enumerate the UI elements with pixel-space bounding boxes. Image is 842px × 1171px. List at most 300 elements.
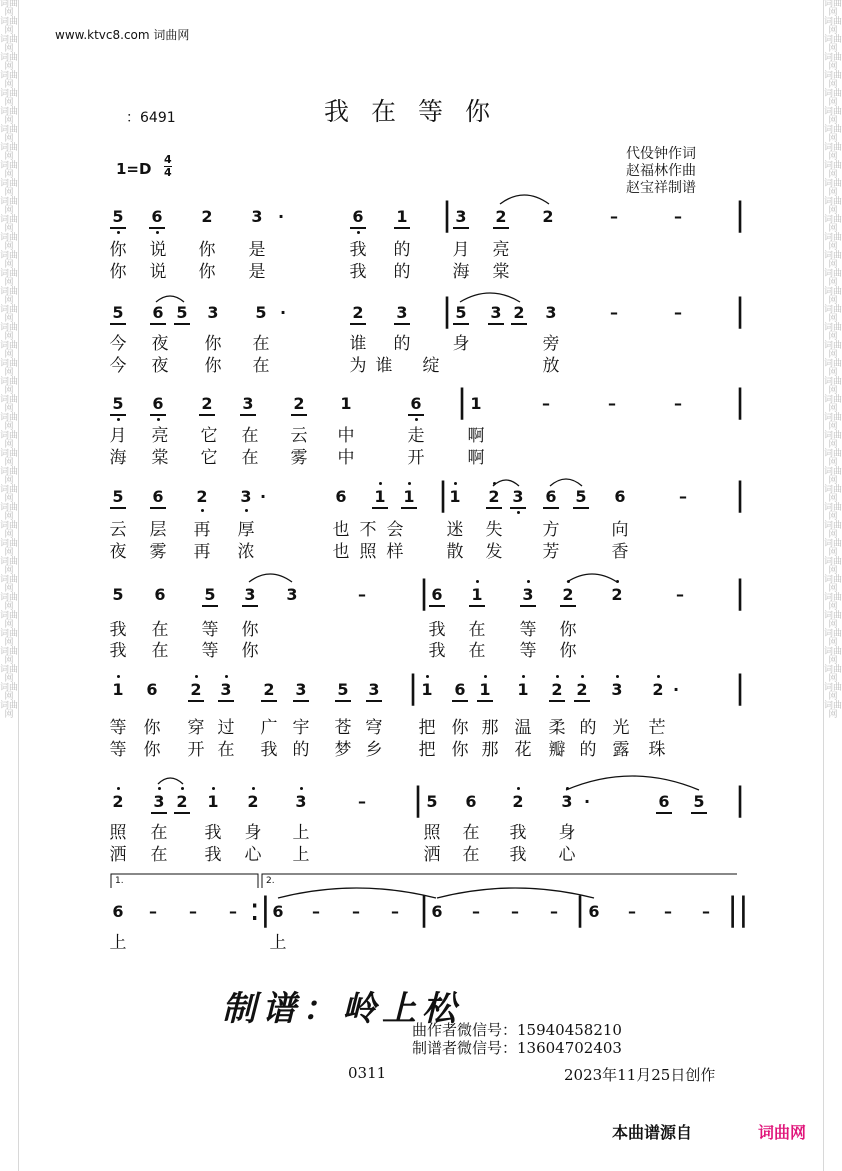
score-serial: ：6491 [126, 110, 176, 126]
tie [158, 778, 183, 784]
note: 5 [112, 303, 124, 322]
lyric-char: 谁 [375, 356, 393, 376]
lyric-char: 广 [260, 718, 278, 738]
dash: – [628, 902, 636, 921]
dash: – [674, 394, 682, 413]
note: 6 [112, 902, 124, 921]
lyric-char: 身 [558, 823, 576, 843]
lyric-char: 也 [332, 520, 350, 540]
lyric-char: 啊 [467, 448, 485, 468]
volta-2-label: 2. [266, 876, 275, 886]
note: 6 [431, 585, 443, 604]
barline: | [407, 668, 419, 706]
lyric-char: 光 [612, 718, 630, 738]
lyric-char: 过 [217, 718, 235, 738]
lyric-char: 开 [407, 448, 425, 468]
lyric-char: 棠 [151, 448, 169, 468]
barline: :| [249, 890, 271, 928]
lyric-char: 谁 [349, 334, 367, 354]
underline [151, 812, 167, 814]
octave-up-dot [252, 787, 255, 790]
underline [488, 323, 504, 325]
lyric-char: 在 [252, 334, 270, 354]
lyric-char: 等 [519, 641, 537, 661]
underline [202, 605, 218, 607]
note: 5 [176, 303, 188, 322]
lyric-char: 在 [217, 740, 235, 760]
lyric-char: 雾 [149, 542, 167, 562]
octave-up-dot [379, 482, 382, 485]
dash: – [610, 303, 618, 322]
note: 1 [374, 487, 386, 506]
lyric-char: 照 [423, 823, 441, 843]
lyric-char: 你 [143, 740, 161, 760]
barline: | [734, 382, 746, 420]
dash: – [511, 902, 519, 921]
note: 6 [146, 680, 158, 699]
octave-up-dot [476, 580, 479, 583]
volta-1-label: 1. [115, 876, 124, 886]
barline: | [456, 382, 468, 420]
lyric-char: 月 [452, 240, 470, 260]
note: 6 [614, 487, 626, 506]
tie [500, 195, 549, 204]
lyric-char: 再 [193, 520, 211, 540]
note: 6 [410, 394, 422, 413]
octave-down-dot [157, 418, 160, 421]
octave-down-dot [201, 509, 204, 512]
note: 3 [512, 487, 524, 506]
underline [291, 414, 307, 416]
octave-down-dot [357, 231, 360, 234]
lyric-char: 啊 [467, 426, 485, 446]
note: · [259, 487, 267, 506]
underline [174, 812, 190, 814]
underline [452, 700, 468, 702]
lyric-char: 我 [509, 845, 527, 865]
dash: – [352, 902, 360, 921]
note: 1 [449, 487, 461, 506]
underline [394, 227, 410, 229]
volta-bracket-2 [262, 874, 737, 888]
note: 3 [242, 394, 254, 413]
note: 3 [295, 680, 307, 699]
lyric-char: 说 [149, 240, 167, 260]
lyric-char: 今 [109, 356, 127, 376]
underline [188, 700, 204, 702]
octave-up-dot [181, 787, 184, 790]
lyric-char: 把 [418, 718, 436, 738]
octave-up-dot [195, 675, 198, 678]
lyric-char: 我 [109, 620, 127, 640]
barline: | [418, 573, 430, 611]
lyric-char: 厚 [237, 520, 255, 540]
key-signature: 1=D [116, 160, 152, 178]
lyric-char: 身 [244, 823, 262, 843]
octave-down-dot [117, 418, 120, 421]
note: 3 [455, 207, 467, 226]
note: 2 [201, 207, 213, 226]
note: · [672, 680, 680, 699]
underline [429, 605, 445, 607]
lyricist-credit: 代伇钟作词 [626, 146, 696, 162]
underline [110, 414, 126, 416]
lyric-char: 在 [150, 823, 168, 843]
note: 5 [337, 680, 349, 699]
dash: – [674, 207, 682, 226]
underline [240, 414, 256, 416]
note: 3 [153, 792, 165, 811]
lyric-char: 今 [109, 334, 127, 354]
lyric-char: 云 [290, 426, 308, 446]
lyric-char: 说 [149, 262, 167, 282]
lyric-char: 上 [292, 845, 310, 865]
note: 2 [495, 207, 507, 226]
dash: – [189, 902, 197, 921]
barline: | [437, 475, 449, 513]
octave-down-dot [117, 231, 120, 234]
note: 5 [255, 303, 267, 322]
note: 1 [421, 680, 433, 699]
note: 1 [207, 792, 219, 811]
lyric-char: 我 [349, 262, 367, 282]
lyric-char: 不 [359, 520, 377, 540]
underline [510, 507, 526, 509]
note: 3 [251, 207, 263, 226]
lyric-char: 中 [337, 426, 355, 446]
lyric-char: 照 [359, 542, 377, 562]
lyric-char: 我 [428, 641, 446, 661]
note: 3 [295, 792, 307, 811]
lyric-char: 你 [241, 641, 259, 661]
dash: – [312, 902, 320, 921]
lyric-char: 方 [542, 520, 560, 540]
composer-wechat: 曲作者微信号：15940458210 [412, 1021, 622, 1039]
lyric-char: 我 [204, 845, 222, 865]
time-bottom: 4 [164, 166, 172, 179]
note: 3 [396, 303, 408, 322]
octave-up-dot [616, 580, 619, 583]
lyric-char: 在 [462, 845, 480, 865]
note: 3 [244, 585, 256, 604]
lyric-char: 身 [452, 334, 470, 354]
underline [401, 507, 417, 509]
barline: | [734, 668, 746, 706]
lyric-char: 夜 [151, 356, 169, 376]
lyric-char: 的 [393, 240, 411, 260]
note: 1 [471, 585, 483, 604]
tie [567, 574, 617, 582]
note: 6 [545, 487, 557, 506]
octave-up-dot [426, 675, 429, 678]
lyric-char: 你 [204, 356, 222, 376]
underline [174, 323, 190, 325]
site-url[interactable]: www.ktvc8.com 词曲网 [55, 28, 190, 42]
note: 6 [152, 487, 164, 506]
lyric-char: 我 [428, 620, 446, 640]
lyric-char: 你 [204, 334, 222, 354]
lyric-char: 开 [187, 740, 205, 760]
lyric-char: 你 [451, 740, 469, 760]
note: · [279, 303, 287, 322]
lyric-char: 我 [349, 240, 367, 260]
octave-up-dot [212, 787, 215, 790]
lyric-char: 亮 [492, 240, 510, 260]
tie [249, 574, 292, 582]
note: 2 [201, 394, 213, 413]
tie [460, 293, 520, 302]
barline: | [734, 475, 746, 513]
time-top: 4 [164, 153, 172, 166]
note: · [277, 207, 285, 226]
note: 2 [263, 680, 275, 699]
underline [150, 323, 166, 325]
note: 5 [112, 207, 124, 226]
note: 1 [403, 487, 415, 506]
edge-watermark-right: 词曲网 词曲网 词曲网 词曲网 词曲网 词曲网 词曲网 词曲网 词曲网 词曲网 词曲网 词曲网 词曲网 词曲网 词曲网 词曲网 词曲网 词曲网 词曲网 词曲网 词曲网 词曲网 词曲网 词曲网 词曲网 词曲网 词曲网 词曲网 词曲网 词曲网 词曲网 词曲网 词曲网 词曲网 词曲网 词曲网 词曲网 词曲网 词曲网 词曲网 [824, 0, 842, 720]
note: 2 [551, 680, 563, 699]
lyric-char: 海 [109, 448, 127, 468]
lyric-char: 上 [269, 933, 287, 953]
underline [560, 605, 576, 607]
note: 3 [611, 680, 623, 699]
underline [549, 700, 565, 702]
note: 1 [479, 680, 491, 699]
lyric-char: 雾 [290, 448, 308, 468]
lyric-char: 夜 [109, 542, 127, 562]
lyric-char: 它 [200, 426, 218, 446]
underline [486, 507, 502, 509]
note: 6 [335, 487, 347, 506]
barline: | [412, 780, 424, 818]
underline [350, 323, 366, 325]
lyric-char: 宇 [292, 718, 310, 738]
lyric-char: 绽 [422, 356, 440, 376]
lyric-char: 洒 [109, 845, 127, 865]
underline [110, 323, 126, 325]
note: 5 [455, 303, 467, 322]
time-signature [164, 154, 172, 179]
lyric-char: 你 [109, 240, 127, 260]
note: 3 [490, 303, 502, 322]
underline [691, 812, 707, 814]
octave-down-dot [517, 511, 520, 514]
octave-up-dot [117, 675, 120, 678]
brand-logo[interactable]: 词曲网 [758, 1123, 807, 1142]
dash: – [664, 902, 672, 921]
note: 3 [368, 680, 380, 699]
octave-down-dot [156, 231, 159, 234]
barline: | [441, 291, 453, 329]
octave-up-dot [581, 675, 584, 678]
lyric-char: 那 [481, 718, 499, 738]
lyric-char: 散 [446, 542, 464, 562]
lyric-char: 的 [579, 740, 597, 760]
lyric-char: 的 [393, 262, 411, 282]
lyric-char: 等 [201, 620, 219, 640]
lyric-char: 心 [558, 845, 576, 865]
dash: – [229, 902, 237, 921]
barline: | [418, 890, 430, 928]
arranger-wechat: 制谱者微信号：13604702403 [412, 1039, 622, 1057]
note: 6 [454, 680, 466, 699]
lyric-char: 的 [292, 740, 310, 760]
dash: – [676, 585, 684, 604]
barline: | [734, 780, 746, 818]
credits [626, 146, 696, 197]
underline [366, 700, 382, 702]
lyric-char: 走 [407, 426, 425, 446]
octave-up-dot [493, 482, 496, 485]
underline [511, 323, 527, 325]
octave-up-dot [225, 675, 228, 678]
note: 5 [426, 792, 438, 811]
dash: – [702, 902, 710, 921]
lyric-char: 云 [109, 520, 127, 540]
note: 2 [293, 394, 305, 413]
underline [520, 605, 536, 607]
note: 3 [561, 792, 573, 811]
dash: – [472, 902, 480, 921]
underline [573, 507, 589, 509]
lyric-char: 照 [109, 823, 127, 843]
lyric-char: 你 [559, 641, 577, 661]
barline: || [727, 890, 749, 928]
octave-down-dot [245, 509, 248, 512]
dash: – [542, 394, 550, 413]
note: 5 [575, 487, 587, 506]
note: 6 [152, 394, 164, 413]
lyric-char: 等 [201, 641, 219, 661]
lyric-char: 我 [260, 740, 278, 760]
octave-up-dot [657, 675, 660, 678]
note: 2 [576, 680, 588, 699]
lyric-char: 是 [248, 262, 266, 282]
lyric-char: 层 [149, 520, 167, 540]
note: 2 [512, 792, 524, 811]
note: 1 [112, 680, 124, 699]
lyric-char: 你 [559, 620, 577, 640]
note: 2 [112, 792, 124, 811]
composer-credit: 赵福林作曲 [626, 163, 696, 179]
note: 2 [176, 792, 188, 811]
dash: – [679, 487, 687, 506]
note: 2 [611, 585, 623, 604]
note: 5 [693, 792, 705, 811]
note: 5 [112, 585, 124, 604]
lyric-char: 在 [468, 641, 486, 661]
note: 1 [470, 394, 482, 413]
lyric-char: 你 [451, 718, 469, 738]
arranger-signature: 制谱：岭上松 [222, 989, 462, 1029]
lyric-char: 棠 [492, 262, 510, 282]
lyric-char: 再 [193, 542, 211, 562]
octave-up-dot [117, 787, 120, 790]
lyric-char: 迷 [446, 520, 464, 540]
lyric-char: 等 [519, 620, 537, 640]
lyric-char: 我 [204, 823, 222, 843]
note: 6 [151, 207, 163, 226]
lyric-char: 为 [349, 356, 367, 376]
note: 6 [588, 902, 600, 921]
lyric-char: 梦 [334, 740, 352, 760]
note: 6 [152, 303, 164, 322]
lyric-char: 你 [198, 262, 216, 282]
lyric-char: 在 [241, 426, 259, 446]
tie [278, 888, 436, 898]
footer-code: 0311 [348, 1064, 387, 1082]
lyric-char: 的 [393, 334, 411, 354]
lyric-char: 海 [452, 262, 470, 282]
note: 3 [286, 585, 298, 604]
underline [350, 227, 366, 229]
lyric-char: 你 [241, 620, 259, 640]
underline [453, 227, 469, 229]
tie [156, 296, 184, 302]
underline [394, 323, 410, 325]
octave-up-dot [522, 675, 525, 678]
lyric-char: 夜 [151, 334, 169, 354]
note: 2 [488, 487, 500, 506]
lyric-char: 是 [248, 240, 266, 260]
underline [218, 700, 234, 702]
note: 2 [513, 303, 525, 322]
lyric-char: 柔 [548, 718, 566, 738]
lyric-char: 在 [241, 448, 259, 468]
lyric-char: 你 [198, 240, 216, 260]
lyric-char: 浓 [237, 542, 255, 562]
note: 1 [340, 394, 352, 413]
underline [477, 700, 493, 702]
lyric-char: 那 [481, 740, 499, 760]
note: 3 [240, 487, 252, 506]
lyric-char: 我 [109, 641, 127, 661]
underline [150, 507, 166, 509]
dash: – [550, 902, 558, 921]
underline [372, 507, 388, 509]
lyric-char: 芒 [648, 718, 666, 738]
note: 6 [154, 585, 166, 604]
lyric-char: 香 [611, 542, 629, 562]
lyric-char: 乡 [365, 740, 383, 760]
note: 6 [431, 902, 443, 921]
lyric-char: 在 [151, 641, 169, 661]
underline [493, 227, 509, 229]
lyric-char: 也 [332, 542, 350, 562]
octave-up-dot [616, 675, 619, 678]
note: 6 [352, 207, 364, 226]
lyric-char: 的 [579, 718, 597, 738]
dash: – [391, 902, 399, 921]
volta-bracket-1 [111, 874, 258, 888]
lyric-char: 上 [109, 933, 127, 953]
lyric-char: 心 [244, 845, 262, 865]
barline: | [734, 291, 746, 329]
lyric-char: 亮 [151, 426, 169, 446]
lyric-char: 在 [151, 620, 169, 640]
lyric-char: 珠 [648, 740, 666, 760]
octave-up-dot [527, 580, 530, 583]
left-watermark-strip [0, 0, 19, 1171]
note: 6 [658, 792, 670, 811]
octave-down-dot [415, 418, 418, 421]
lyric-char: 在 [462, 823, 480, 843]
lyric-char: 芳 [542, 542, 560, 562]
underline [261, 700, 277, 702]
creation-date: 2023年11月25日创作 [564, 1066, 716, 1084]
note: 3 [545, 303, 557, 322]
octave-up-dot [454, 482, 457, 485]
